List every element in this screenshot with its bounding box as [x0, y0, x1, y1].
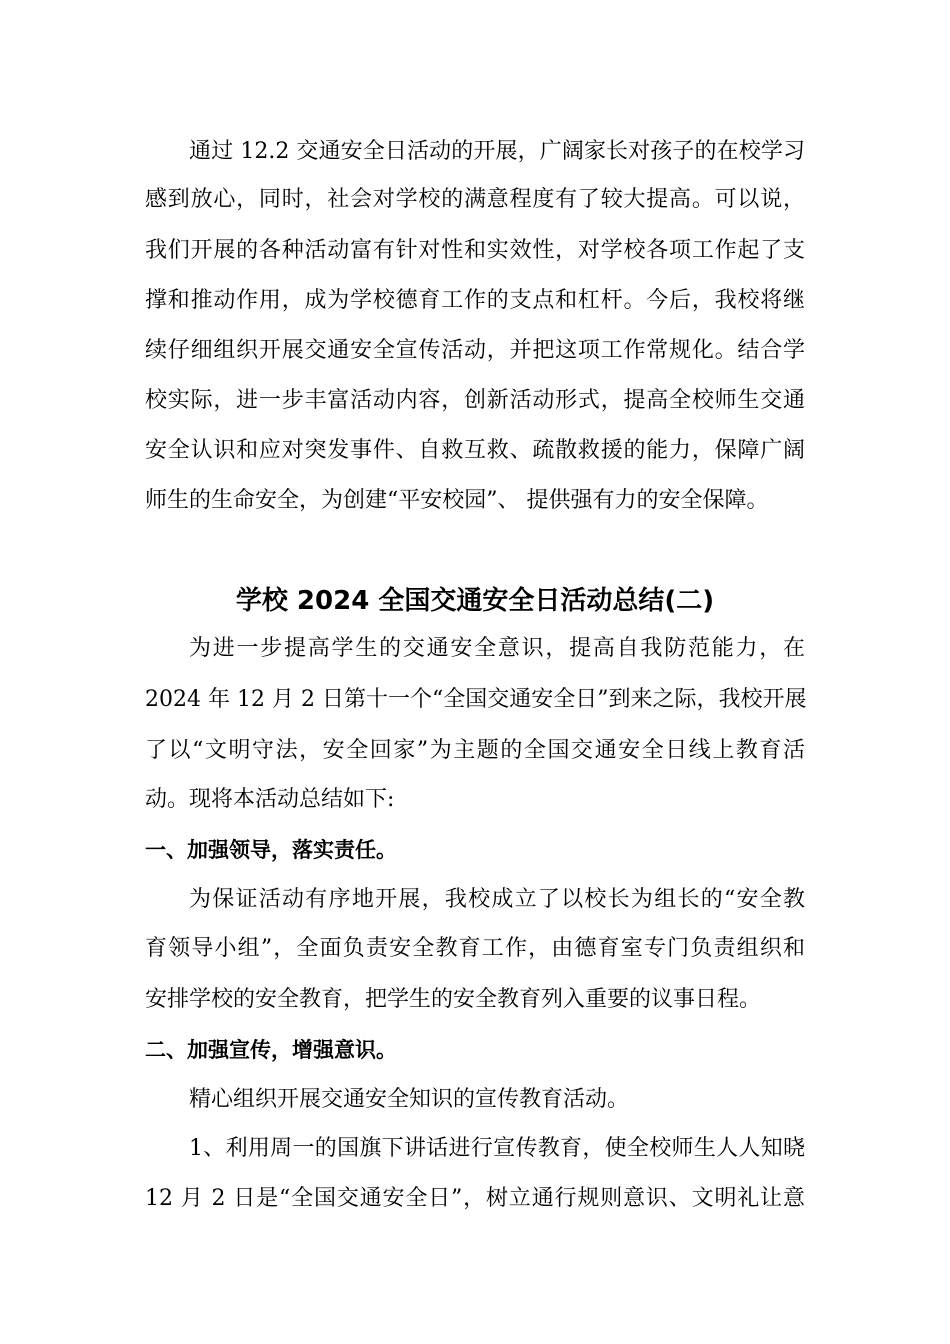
text-line: 续仔细组织开展交通安全宣传活动，并把这项工作常规化。结合学 — [145, 338, 805, 363]
text-line: 2024 年 12 月 2 日第十一个“全国交通安全日”到来之际，我校开展 — [145, 687, 807, 712]
text-line: 我们开展的各种活动富有针对性和实效性，对学校各项工作起了支 — [145, 238, 805, 263]
text-line: 为进一步提高学生的交通安全意识，提高自我防范能力，在 — [189, 636, 805, 661]
text-line: 校实际，进一步丰富活动内容，创新活动形式，提高全校师生交通 — [145, 388, 805, 413]
text-line: 撑和推动作用，成为学校德育工作的支点和杠杆。今后，我校将继 — [145, 288, 805, 313]
text-line: 师生的生命安全，为创建“平安校园”、 提供强有力的安全保障。 — [145, 488, 769, 513]
text-line: 精心组织开展交通安全知识的宣传教育活动。 — [189, 1087, 630, 1112]
text-line: 安排学校的安全教育，把学生的安全教育列入重要的议事日程。 — [145, 987, 762, 1012]
text-line: 12 月 2 日是“全国交通安全日”，树立通行规则意识、文明礼让意 — [145, 1186, 805, 1211]
text-line: 安全认识和应对突发事件、自救互救、疏散救援的能力，保障广阔 — [145, 438, 805, 463]
text-line: 感到放心，同时，社会对学校的满意程度有了较大提高。可以说， — [145, 187, 805, 212]
text-line: 育领导小组”，全面负责安全教育工作，由德育室专门负责组织和 — [145, 936, 805, 961]
text-line: 为保证活动有序地开展，我校成立了以校长为组长的“安全教 — [189, 887, 805, 912]
text-line: 1、利用周一的国旗下讲话进行宣传教育，使全校师生人人知晓 — [189, 1136, 805, 1161]
text-line: 动。现将本活动总结如下: — [145, 787, 395, 812]
subheading-publicity: 二、加强宣传，增强意识。 — [145, 1038, 397, 1062]
text-line: 了以“文明守法，安全回家”为主题的全国交通安全日线上教育活 — [145, 738, 805, 763]
text-line: 通过 12.2 交通安全日活动的开展，广阔家长对孩子的在校学习 — [189, 139, 805, 164]
section-title: 学校 2024 全国交通安全日活动总结(二) — [235, 586, 715, 616]
subheading-leadership: 一、加强领导，落实责任。 — [145, 838, 397, 862]
